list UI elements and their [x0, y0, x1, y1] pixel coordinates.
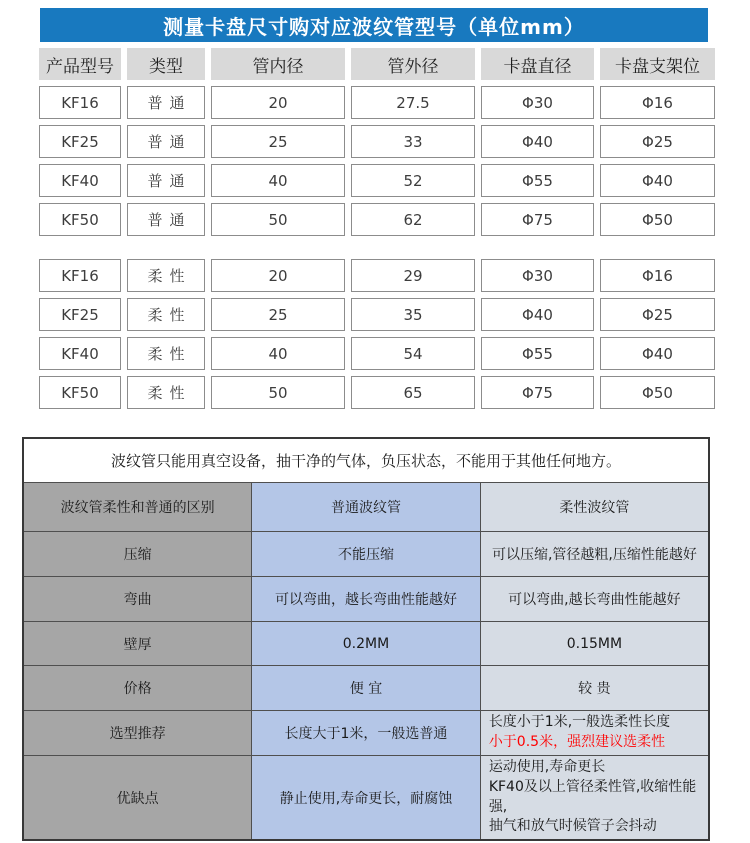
cmp-cell-normal: 长度大于1米，一般选普通 [252, 711, 481, 756]
spec-cell-outer: 62 [351, 203, 475, 236]
spec-cell-support: Φ25 [600, 125, 715, 158]
cmp-row-bending [23, 577, 709, 622]
spec-cell-chuck: Φ75 [481, 376, 594, 409]
cmp-row-label: 压缩 [23, 532, 252, 577]
spec-cell-outer: 27.5 [351, 86, 475, 119]
spec-cell-outer: 29 [351, 259, 475, 292]
comparison-note-row [23, 438, 709, 483]
spec-cell-model: KF50 [39, 203, 121, 236]
cmp-row-pros-cons [23, 755, 709, 840]
col-header-model: 产品型号 [39, 48, 121, 80]
spec-cell-model: KF40 [39, 337, 121, 370]
spec-cell-type: 普通 [127, 164, 205, 197]
usage-note: 波纹管只能用真空设备，抽干净的气体，负压状态，不能用于其他任何地方。 [23, 438, 709, 483]
cmp-flexible-line: KF40及以上管径柔性管,收缩性能强, [488, 778, 697, 815]
spec-cell-outer: 65 [351, 376, 475, 409]
cmp-cell-flexible: 可以压缩,管径越粗,压缩性能越好 [480, 532, 709, 577]
spec-cell-model: KF25 [39, 125, 121, 158]
comparison-header-row [23, 483, 709, 532]
spec-cell-model: KF25 [39, 298, 121, 331]
cmp-flexible-line: 长度小于1米,一般选柔性长度 [488, 714, 671, 730]
cmp-flexible-line: 运动使用,寿命更长 [488, 758, 606, 775]
cmp-header-normal: 普通波纹管 [252, 483, 481, 532]
spec-cell-model: KF50 [39, 376, 121, 409]
spec-cell-type: 普通 [127, 203, 205, 236]
col-header-outer-diameter: 管外径 [351, 48, 475, 80]
spec-cell-outer: 52 [351, 164, 475, 197]
spec-cell-chuck: Φ30 [481, 86, 594, 119]
spec-cell-model: KF16 [39, 259, 121, 292]
spec-cell-outer: 33 [351, 125, 475, 158]
cmp-cell-normal: 便 宜 [252, 666, 481, 711]
spec-cell-inner: 25 [211, 125, 345, 158]
cmp-cell-normal: 不能压缩 [252, 532, 481, 577]
cmp-header-flexible: 柔性波纹管 [480, 483, 709, 532]
spec-cell-support: Φ50 [600, 376, 715, 409]
spec-cell-support: Φ16 [600, 259, 715, 292]
spec-cell-chuck: Φ30 [481, 259, 594, 292]
spec-cell-type: 柔性 [127, 298, 205, 331]
spec-cell-inner: 20 [211, 86, 345, 119]
cmp-row-label: 优缺点 [23, 755, 252, 840]
spec-cell-support: Φ40 [600, 337, 715, 370]
spec-cell-inner: 20 [211, 259, 345, 292]
cmp-row-label: 弯曲 [23, 577, 252, 622]
cmp-cell-flexible: 可以弯曲,越长弯曲性能越好 [480, 577, 709, 622]
spec-cell-type: 柔性 [127, 376, 205, 409]
cmp-cell-flexible [480, 711, 709, 756]
spec-cell-inner: 40 [211, 164, 345, 197]
spec-cell-inner: 50 [211, 203, 345, 236]
cmp-header-label: 波纹管柔性和普通的区别 [23, 483, 252, 532]
cmp-row-selection-advice [23, 711, 709, 756]
cmp-cell-flexible: 0.15MM [480, 622, 709, 666]
spec-cell-support: Φ25 [600, 298, 715, 331]
cmp-row-price [23, 666, 709, 711]
spec-cell-model: KF40 [39, 164, 121, 197]
cmp-flexible-warning-line: 小于0.5米，强烈建议选柔性 [488, 733, 666, 750]
cmp-row-label: 价格 [23, 666, 252, 711]
spec-cell-type: 柔性 [127, 337, 205, 370]
cmp-cell-normal: 0.2MM [252, 622, 481, 666]
cmp-flexible-line: 抽气和放气时候管子会抖动 [488, 818, 657, 835]
spec-cell-support: Φ40 [600, 164, 715, 197]
col-header-chuck-diameter: 卡盘直径 [481, 48, 594, 80]
col-header-chuck-support: 卡盘支架位 [600, 48, 715, 80]
cmp-cell-normal: 可以弯曲，越长弯曲性能越好 [252, 577, 481, 622]
spec-cell-chuck: Φ75 [481, 203, 594, 236]
cmp-cell-flexible [480, 755, 709, 840]
spec-cell-inner: 50 [211, 376, 345, 409]
spec-cell-chuck: Φ40 [481, 125, 594, 158]
spec-table-normal [39, 48, 715, 236]
cmp-row-label: 选型推荐 [23, 711, 252, 756]
col-header-inner-diameter: 管内径 [211, 48, 345, 80]
spec-cell-inner: 25 [211, 298, 345, 331]
col-header-type: 类型 [127, 48, 205, 80]
spec-cell-model: KF16 [39, 86, 121, 119]
cmp-cell-normal: 静止使用,寿命更长，耐腐蚀 [252, 755, 481, 840]
spec-cell-chuck: Φ55 [481, 164, 594, 197]
page-title: 测量卡盘尺寸购对应波纹管型号（单位mm） [40, 8, 708, 42]
spec-cell-type: 普通 [127, 86, 205, 119]
spec-cell-type: 普通 [127, 125, 205, 158]
comparison-table [22, 437, 710, 841]
spec-cell-outer: 35 [351, 298, 475, 331]
spec-table-flexible [39, 259, 715, 409]
cmp-cell-flexible: 较 贵 [480, 666, 709, 711]
cmp-row-label: 壁厚 [23, 622, 252, 666]
spec-cell-inner: 40 [211, 337, 345, 370]
spec-cell-chuck: Φ40 [481, 298, 594, 331]
spec-cell-chuck: Φ55 [481, 337, 594, 370]
spec-cell-type: 柔性 [127, 259, 205, 292]
cmp-row-compression [23, 532, 709, 577]
spec-cell-support: Φ50 [600, 203, 715, 236]
spec-cell-outer: 54 [351, 337, 475, 370]
cmp-row-wall-thickness [23, 622, 709, 666]
spec-cell-support: Φ16 [600, 86, 715, 119]
